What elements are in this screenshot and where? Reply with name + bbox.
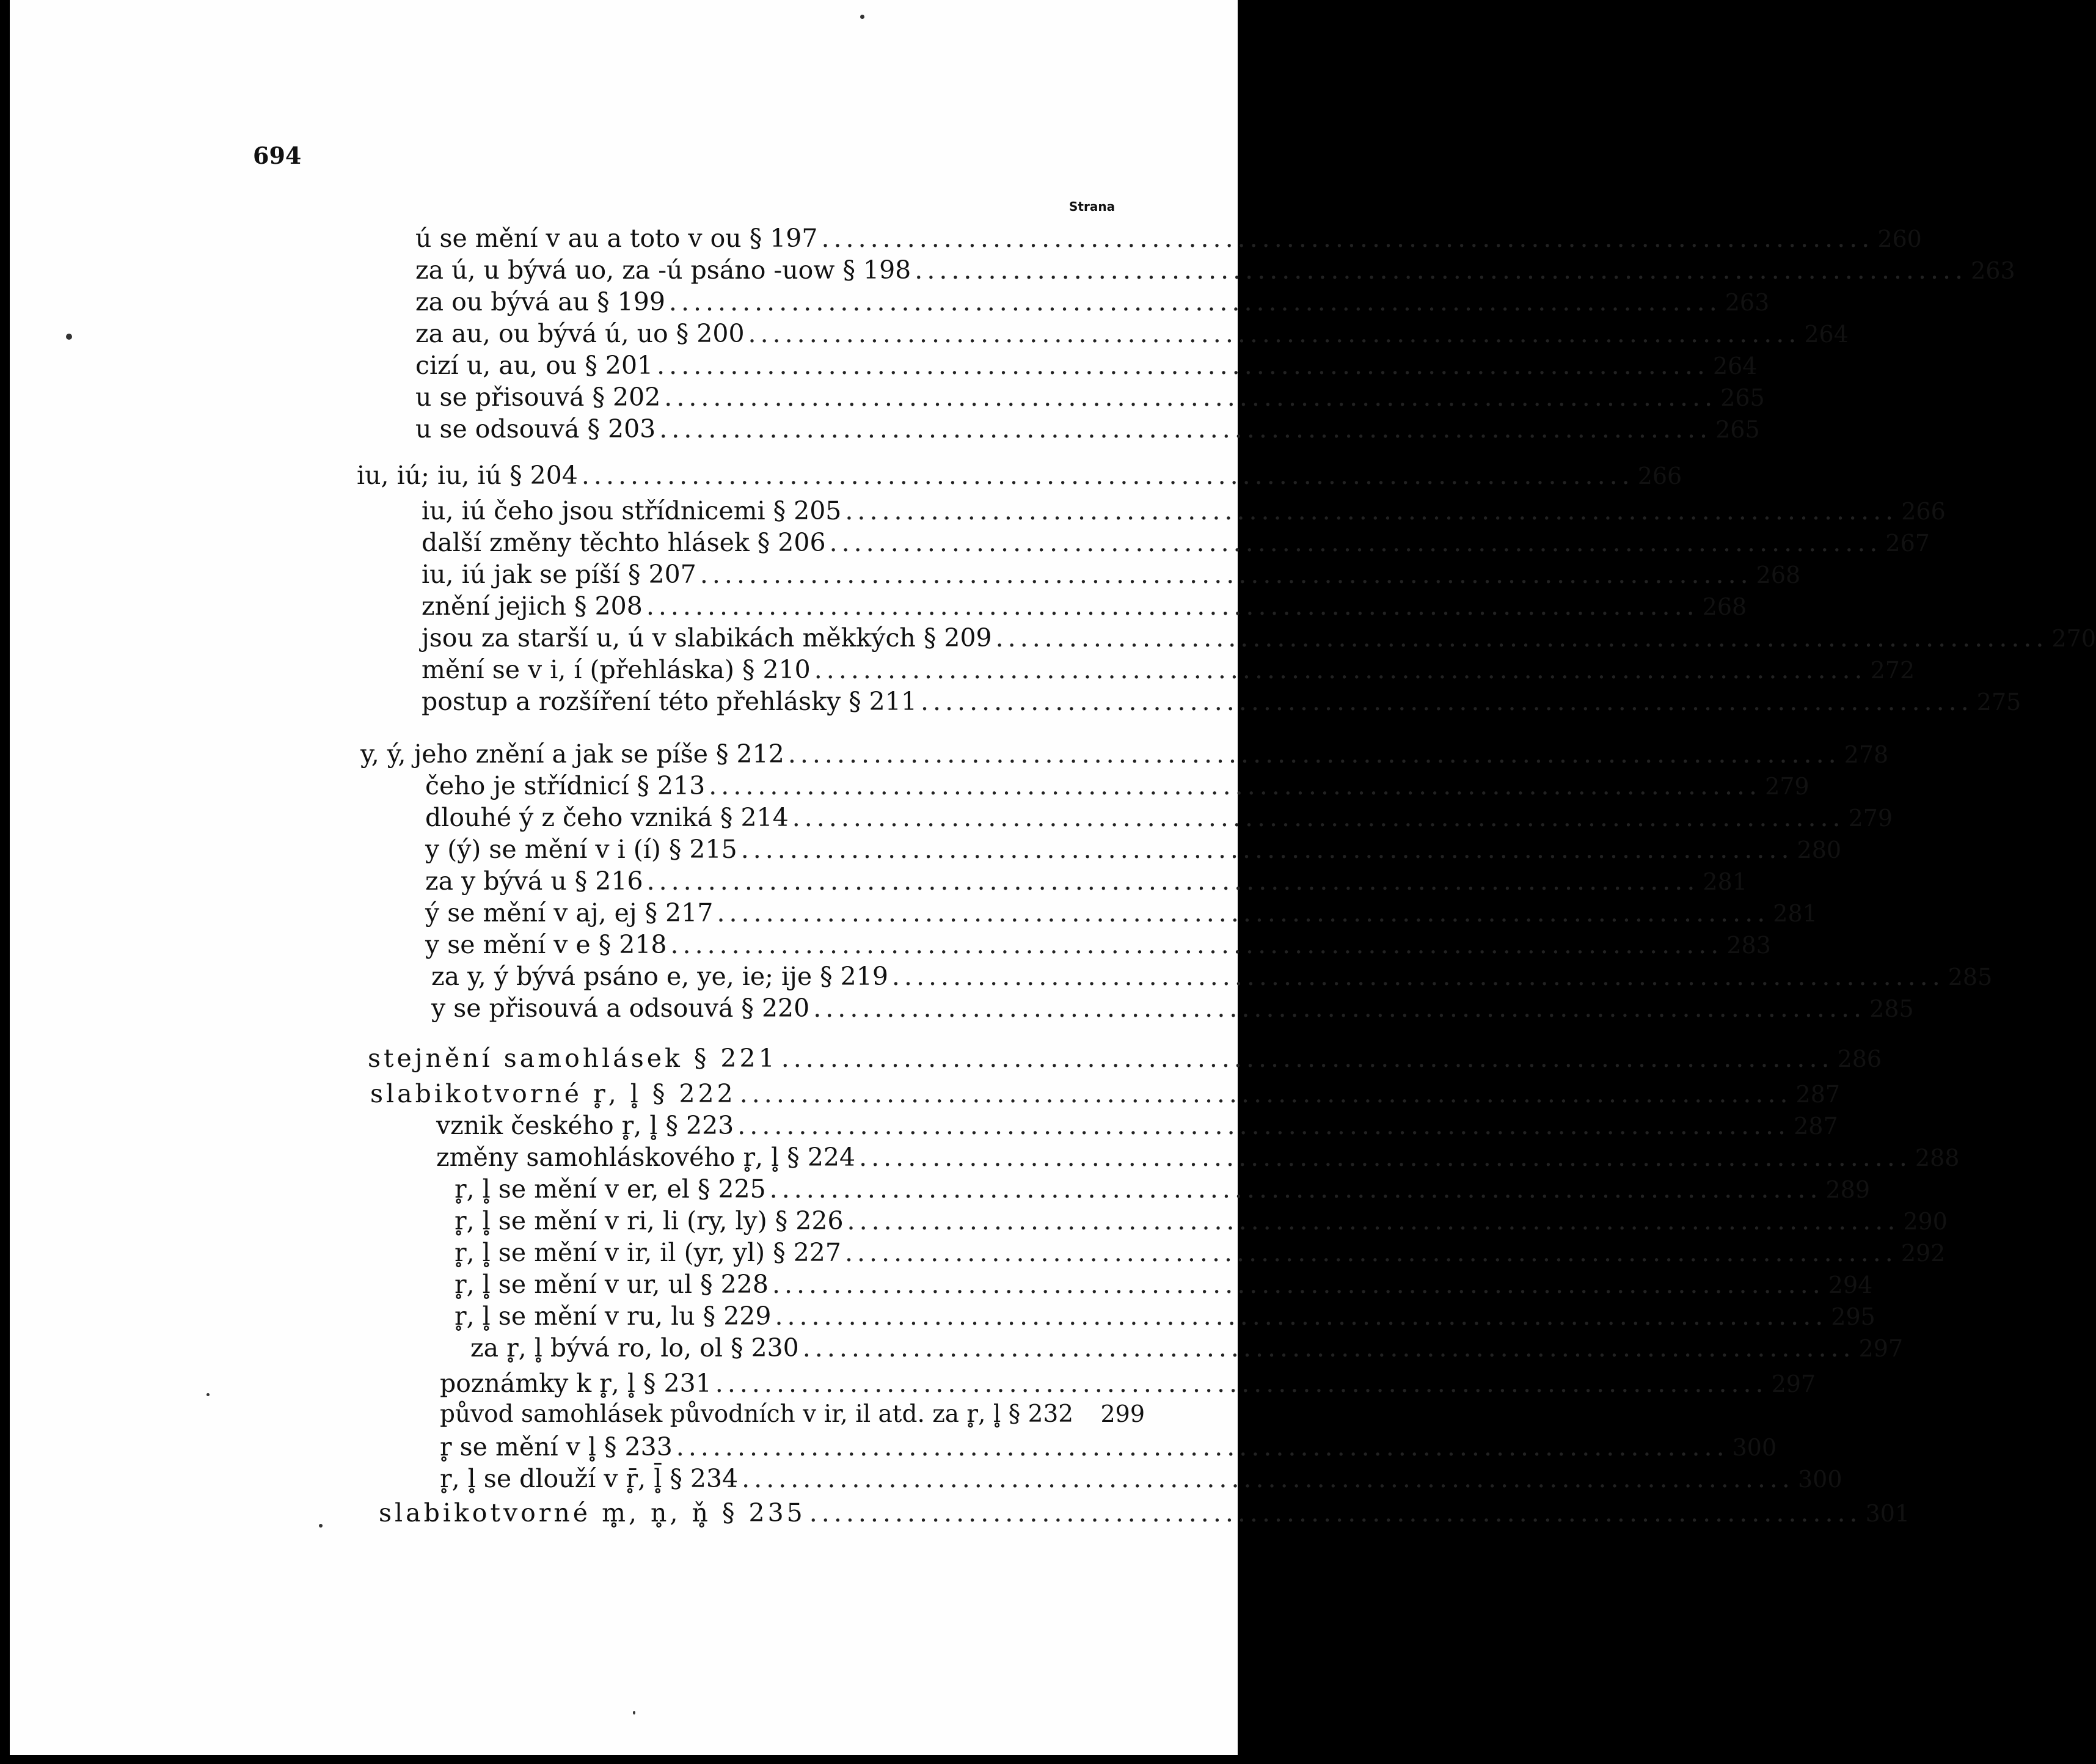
toc-entry-label: slabikotvorné r̥, l̥ § 222 — [370, 1079, 736, 1108]
toc-entry: za au, ou bývá ú, uo § 200 ...................................................................................... 264 — [415, 319, 1849, 348]
toc-entry: dlouhé ý z čeho vzniká § 214 ...................................................................................... 279 — [425, 803, 1893, 832]
column-heading-strana: Strana — [1069, 199, 1116, 214]
toc-entry: postup a rozšíření této přehlásky § 211 ...................................................................................... 275 — [422, 687, 2021, 716]
toc-entry-label: r̥, l̥ se mění v ri, li (ry, ly) § 226 — [455, 1206, 844, 1235]
toc-entry-page: 270 — [2051, 625, 2096, 652]
toc-entry-label: iu, iú čeho jsou střídnicemi § 205 — [422, 496, 842, 525]
toc-entry-page: 288 — [1915, 1144, 1960, 1171]
toc-entry-page: 265 — [1715, 416, 1760, 443]
print-speck — [66, 334, 72, 340]
toc-entry-label: iu, iú jak se píší § 207 — [422, 560, 696, 589]
toc-entry: ú se mění v au a toto v ou § 197 ...................................................................................... 260 — [415, 224, 1922, 253]
toc-entry: znění jejich § 208 ...................................................................................... 268 — [422, 591, 1747, 621]
toc-entry-page: 280 — [1797, 836, 1842, 863]
toc-entry-page: 266 — [1637, 463, 1682, 489]
print-speck — [860, 15, 864, 19]
toc-entry-page: 292 — [1901, 1240, 1946, 1267]
print-speck — [206, 1393, 210, 1396]
toc-entry-page: 265 — [1720, 384, 1765, 411]
toc-entry-label: slabikotvorné m̥, n̥, ň̥ § 235 — [379, 1498, 806, 1528]
toc-entry-page: 297 — [1858, 1335, 1904, 1362]
toc-entry-label: změny samohláskového r̥, l̥ § 224 — [436, 1143, 856, 1172]
toc-entry: r̥, l̥ se mění v ri, li (ry, ly) § 226 ...................................................................................... 290 — [455, 1206, 1948, 1235]
toc-entry-label: čeho je střídnicí § 213 — [425, 771, 706, 800]
toc-entry-page: 285 — [1948, 964, 1993, 990]
print-speck — [319, 1524, 323, 1528]
toc-entry-page: 281 — [1773, 900, 1817, 927]
toc-entry-page: 272 — [1870, 657, 1915, 684]
toc-entry: r̥, l̥ se dlouží v r̥̄, l̥̄ § 234 ...................................................................................... 300 — [440, 1464, 1842, 1493]
toc-entry-label: mění se v i, í (přehláska) § 210 — [422, 655, 811, 684]
toc-entry-label: y se přisouvá a odsouvá § 220 — [431, 994, 810, 1023]
toc-entry-label: r̥, l̥ se mění v ru, lu § 229 — [455, 1301, 772, 1331]
toc-entry-label: původ samohlásek původních v ir, il atd. za r̥, l̥ § 232 — [440, 1400, 1074, 1428]
toc-entry-page: 294 — [1828, 1272, 1873, 1298]
table-of-contents — [10, 0, 2096, 1755]
toc-entry: y (ý) se mění v i (í) § 215 ...................................................................................... 280 — [425, 835, 1842, 864]
toc-entry-page: 263 — [1971, 257, 2015, 284]
toc-entry-page: 289 — [1825, 1176, 1871, 1203]
toc-entry: r̥, l̥ se mění v ur, ul § 228 ...................................................................................... 294 — [455, 1270, 1873, 1299]
toc-entry-label: poznámky k r̥, l̥ § 231 — [440, 1369, 712, 1398]
toc-entry: slabikotvorné r̥, l̥ § 222 ...................................................................................... 287 — [370, 1079, 1841, 1108]
toc-entry: jsou za starší u, ú v slabikách měkkých § 209 ...................................................................................... 270 — [422, 623, 2096, 653]
toc-entry: mění se v i, í (přehláska) § 210 ...................................................................................... 272 — [422, 655, 1915, 684]
print-speck — [633, 1711, 635, 1715]
toc-entry-page: 267 — [1885, 530, 1930, 557]
toc-entry-page: 287 — [1795, 1081, 1841, 1108]
toc-entry-page: 290 — [1903, 1208, 1948, 1235]
toc-entry-label: postup a rozšíření této přehlásky § 211 — [422, 687, 917, 716]
toc-entry: stejnění samohlásek § 221 ...................................................................................... 286 — [368, 1044, 1882, 1073]
toc-entry-label: další změny těchto hlásek § 206 — [422, 528, 826, 557]
toc-entry-page: 275 — [1976, 689, 2021, 715]
toc-entry-page: 281 — [1703, 868, 1747, 895]
toc-entry: slabikotvorné m̥, n̥, ň̥ § 235 ...................................................................................... 301 — [379, 1498, 1910, 1528]
toc-entry-page: 285 — [1869, 995, 1914, 1022]
toc-entry-page: 278 — [1844, 741, 1889, 768]
toc-entry-label: y (ý) se mění v i (í) § 215 — [425, 835, 737, 864]
toc-entry-page: 279 — [1765, 773, 1809, 800]
toc-entry: za y, ý bývá psáno e, ye, ie; ije § 219 ...................................................................................... 285 — [431, 962, 1993, 991]
toc-entry-label: jsou za starší u, ú v slabikách měkkých § 209 — [422, 623, 992, 653]
toc-entry: ý se mění v aj, ej § 217 ...................................................................................... 281 — [425, 898, 1817, 928]
toc-entry-page: 286 — [1837, 1045, 1882, 1072]
toc-entry: u se odsouvá § 203 ...................................................................................... 265 — [415, 414, 1760, 444]
toc-entry-label: r̥, l̥ se mění v er, el § 225 — [455, 1174, 766, 1204]
toc-entry-page: 287 — [1794, 1113, 1838, 1140]
toc-entry: r̥ se mění v l̥ § 233 ...................................................................................... 300 — [440, 1432, 1777, 1462]
toc-entry-page: 268 — [1756, 562, 1801, 588]
toc-entry: za ú, u bývá uo, za -ú psáno -uow § 198 ...................................................................................... 263 — [415, 255, 2015, 285]
toc-entry-page: 300 — [1732, 1434, 1777, 1461]
toc-entry-page: 297 — [1771, 1371, 1816, 1397]
toc-entry-page: 266 — [1901, 498, 1946, 525]
toc-entry-label: r̥, l̥ se mění v ir, il (yr, yl) § 227 — [455, 1238, 841, 1267]
toc-entry: poznámky k r̥, l̥ § 231 ...................................................................................... 297 — [440, 1369, 1816, 1398]
toc-entry: y se přisouvá a odsouvá § 220 ...................................................................................... 285 — [431, 994, 1914, 1023]
toc-entry-label: ý se mění v aj, ej § 217 — [425, 898, 714, 928]
toc-entry: iu, iú čeho jsou střídnicemi § 205 ...................................................................................... 266 — [422, 496, 1946, 525]
toc-entry-label: u se odsouvá § 203 — [415, 414, 656, 444]
toc-entry: čeho je střídnicí § 213 ...................................................................................... 279 — [425, 771, 1809, 800]
toc-entry-page: 279 — [1848, 805, 1893, 832]
toc-entry: r̥, l̥ se mění v ir, il (yr, yl) § 227 ...................................................................................... 292 — [455, 1238, 1946, 1267]
toc-entry-label: za y, ý bývá psáno e, ye, ie; ije § 219 — [431, 962, 888, 991]
toc-entry-label: za y bývá u § 216 — [425, 866, 643, 896]
toc-entry: r̥, l̥ se mění v ru, lu § 229 ...................................................................................... 295 — [455, 1301, 1875, 1331]
toc-entry-page: 301 — [1865, 1500, 1910, 1527]
toc-entry-page: 260 — [1877, 225, 1922, 252]
toc-entry-label: stejnění samohlásek § 221 — [368, 1044, 778, 1073]
book-page — [10, 0, 2096, 1755]
toc-entry-page: 299 — [1100, 1400, 1145, 1427]
toc-entry-label: r̥, l̥ se dlouží v r̥̄, l̥̄ § 234 — [440, 1464, 739, 1493]
toc-entry: za y bývá u § 216 ...................................................................................... 281 — [425, 866, 1747, 896]
toc-entry: y, ý, jeho znění a jak se píše § 212 ...................................................................................... 278 — [360, 739, 1889, 769]
toc-entry: iu, iú; iu, iú § 204 ...................................................................................... 266 — [357, 461, 1682, 490]
toc-entry: další změny těchto hlásek § 206 ...................................................................................... 267 — [422, 528, 1930, 557]
toc-entry-label: y se mění v e § 218 — [425, 930, 667, 959]
toc-entry-page: 264 — [1712, 353, 1758, 379]
toc-entry-label: cizí u, au, ou § 201 — [415, 351, 654, 380]
toc-entry-page: 300 — [1797, 1466, 1842, 1493]
toc-entry: za r̥, l̥ bývá ro, lo, ol § 230 ...................................................................................... 297 — [470, 1333, 1904, 1363]
toc-entry: za ou bývá au § 199 ...................................................................................... 263 — [415, 287, 1770, 317]
toc-entry-label: za au, ou bývá ú, uo § 200 — [415, 319, 745, 348]
toc-entry-page: 263 — [1725, 289, 1770, 316]
toc-entry-label: dlouhé ý z čeho vzniká § 214 — [425, 803, 789, 832]
toc-entry-label: ú se mění v au a toto v ou § 197 — [415, 224, 818, 253]
toc-entry — [440, 1400, 1145, 1432]
toc-entry-page: 283 — [1726, 932, 1771, 959]
toc-entry: u se přisouvá § 202 ...................................................................................... 265 — [415, 382, 1765, 412]
toc-entry-label: znění jejich § 208 — [422, 591, 643, 621]
toc-entry-page: 268 — [1702, 593, 1747, 620]
toc-entry-label: iu, iú; iu, iú § 204 — [357, 461, 578, 490]
toc-entry-label: za ou bývá au § 199 — [415, 287, 665, 317]
toc-entry: cizí u, au, ou § 201 ...................................................................................... 264 — [415, 351, 1758, 380]
page-number: 694 — [253, 142, 302, 169]
toc-entry-page: 295 — [1831, 1303, 1875, 1330]
toc-entry: y se mění v e § 218 ...................................................................................... 283 — [425, 930, 1771, 959]
toc-entry-label: y, ý, jeho znění a jak se píše § 212 — [360, 739, 784, 769]
toc-entry-label: vznik českého r̥, l̥ § 223 — [436, 1111, 734, 1140]
toc-entry: r̥, l̥ se mění v er, el § 225 ...................................................................................... 289 — [455, 1174, 1871, 1204]
toc-entry-page: 264 — [1804, 321, 1849, 348]
toc-entry: vznik českého r̥, l̥ § 223 ...................................................................................... 287 — [436, 1111, 1838, 1140]
toc-entry: změny samohláskového r̥, l̥ § 224 ...................................................................................... 288 — [436, 1143, 1960, 1172]
toc-entry-label: za r̥, l̥ bývá ro, lo, ol § 230 — [470, 1333, 799, 1363]
toc-entry-label: u se přisouvá § 202 — [415, 382, 661, 412]
toc-entry-label: r̥ se mění v l̥ § 233 — [440, 1432, 673, 1462]
toc-entry: iu, iú jak se píší § 207 ...................................................................................... 268 — [422, 560, 1801, 589]
toc-entry-label: za ú, u bývá uo, za -ú psáno -uow § 198 — [415, 255, 911, 285]
toc-entry-label: r̥, l̥ se mění v ur, ul § 228 — [455, 1270, 769, 1299]
